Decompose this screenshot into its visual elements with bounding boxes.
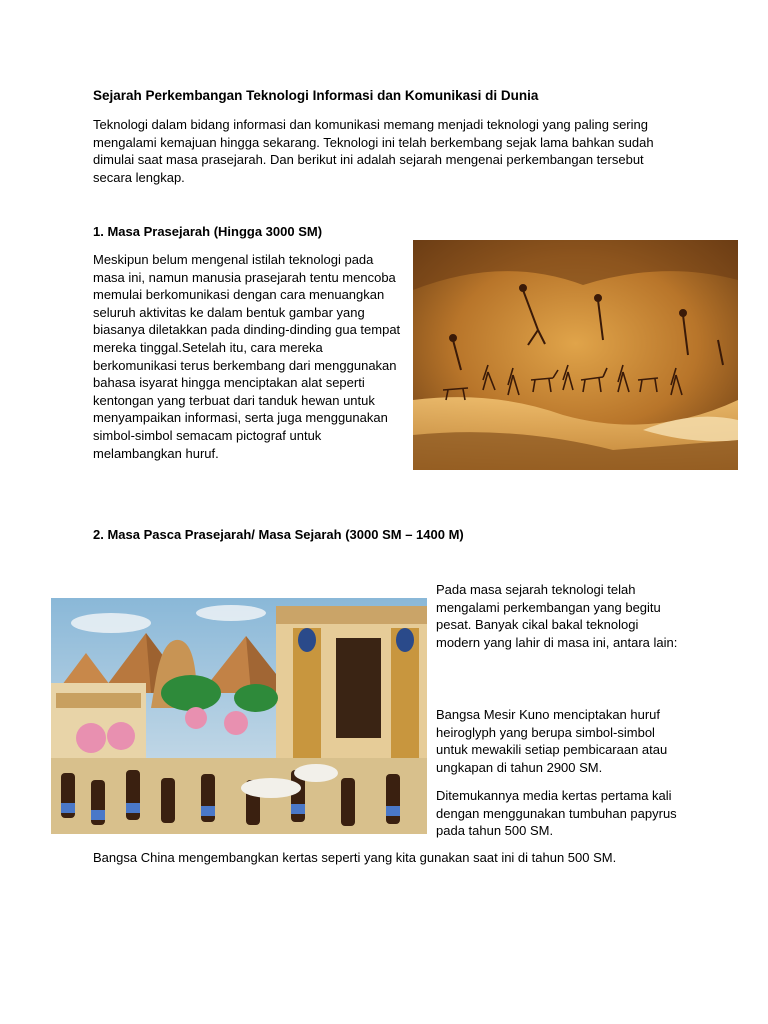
document-title: Sejarah Perkembangan Teknologi Informasi dan Komunikasi di Dunia: [93, 88, 539, 103]
cave-painting-image: [413, 240, 738, 470]
ancient-egypt-image: [51, 598, 427, 834]
section-2-heading: 2. Masa Pasca Prasejarah/ Masa Sejarah (3000 SM – 1400 M): [93, 527, 464, 542]
section-1-paragraph: Meskipun belum mengenal istilah teknologi pada masa ini, namun manusia prasejarah tentu mencoba memulai berkomunikasi dengan cara menuangkan seluruh aktivitas ke dalam bentuk gambar yang biasanya diletakkan pada dinding-dinding gua tempat mereka tinggal.Setelah itu, cara mereka berkomunikasi terus berkembang dari menggunakan bahasa isyarat hingga menciptakan alat seperti kentongan yang terbuat dari tanduk hewan untuk menyampaikan informasi, serta juga menggunakan simbol-simbol semacam pictograf untuk melambangkan huruf.: [93, 252, 401, 461]
intro-paragraph: Teknologi dalam bidang informasi dan komunikasi memang menjadi teknologi yang paling sering mengalami kemajuan hingga sekarang. Teknologi ini telah berkembang sejak lama bahkan sudah dimulai saat masa prasejarah. Dan berikut ini adalah sejarah mengenai perkembangan tersebut secara lengkap.: [93, 117, 654, 185]
section-2-item-papyrus: Ditemukannya media kertas pertama kali dengan menggunakan tumbuhan papyrus pada tahun 500 SM.: [436, 788, 677, 839]
section-1-heading: 1. Masa Prasejarah (Hingga 3000 SM): [93, 224, 323, 239]
section-2-item-china-paper: Bangsa China mengembangkan kertas seperti yang kita gunakan saat ini di tahun 500 SM.: [93, 850, 617, 865]
section-2-intro: Pada masa sejarah teknologi telah mengalami perkembangan yang begitu pesat. Banyak cikal bakal teknologi modern yang lahir di masa ini, antara lain:: [436, 582, 678, 650]
section-2-item-hieroglyph: Bangsa Mesir Kuno menciptakan huruf heiroglyph yang berupa simbol-simbol untuk mewakili setiap pembicaraan atau ungkapan di tahun 2900 SM.: [436, 707, 668, 775]
